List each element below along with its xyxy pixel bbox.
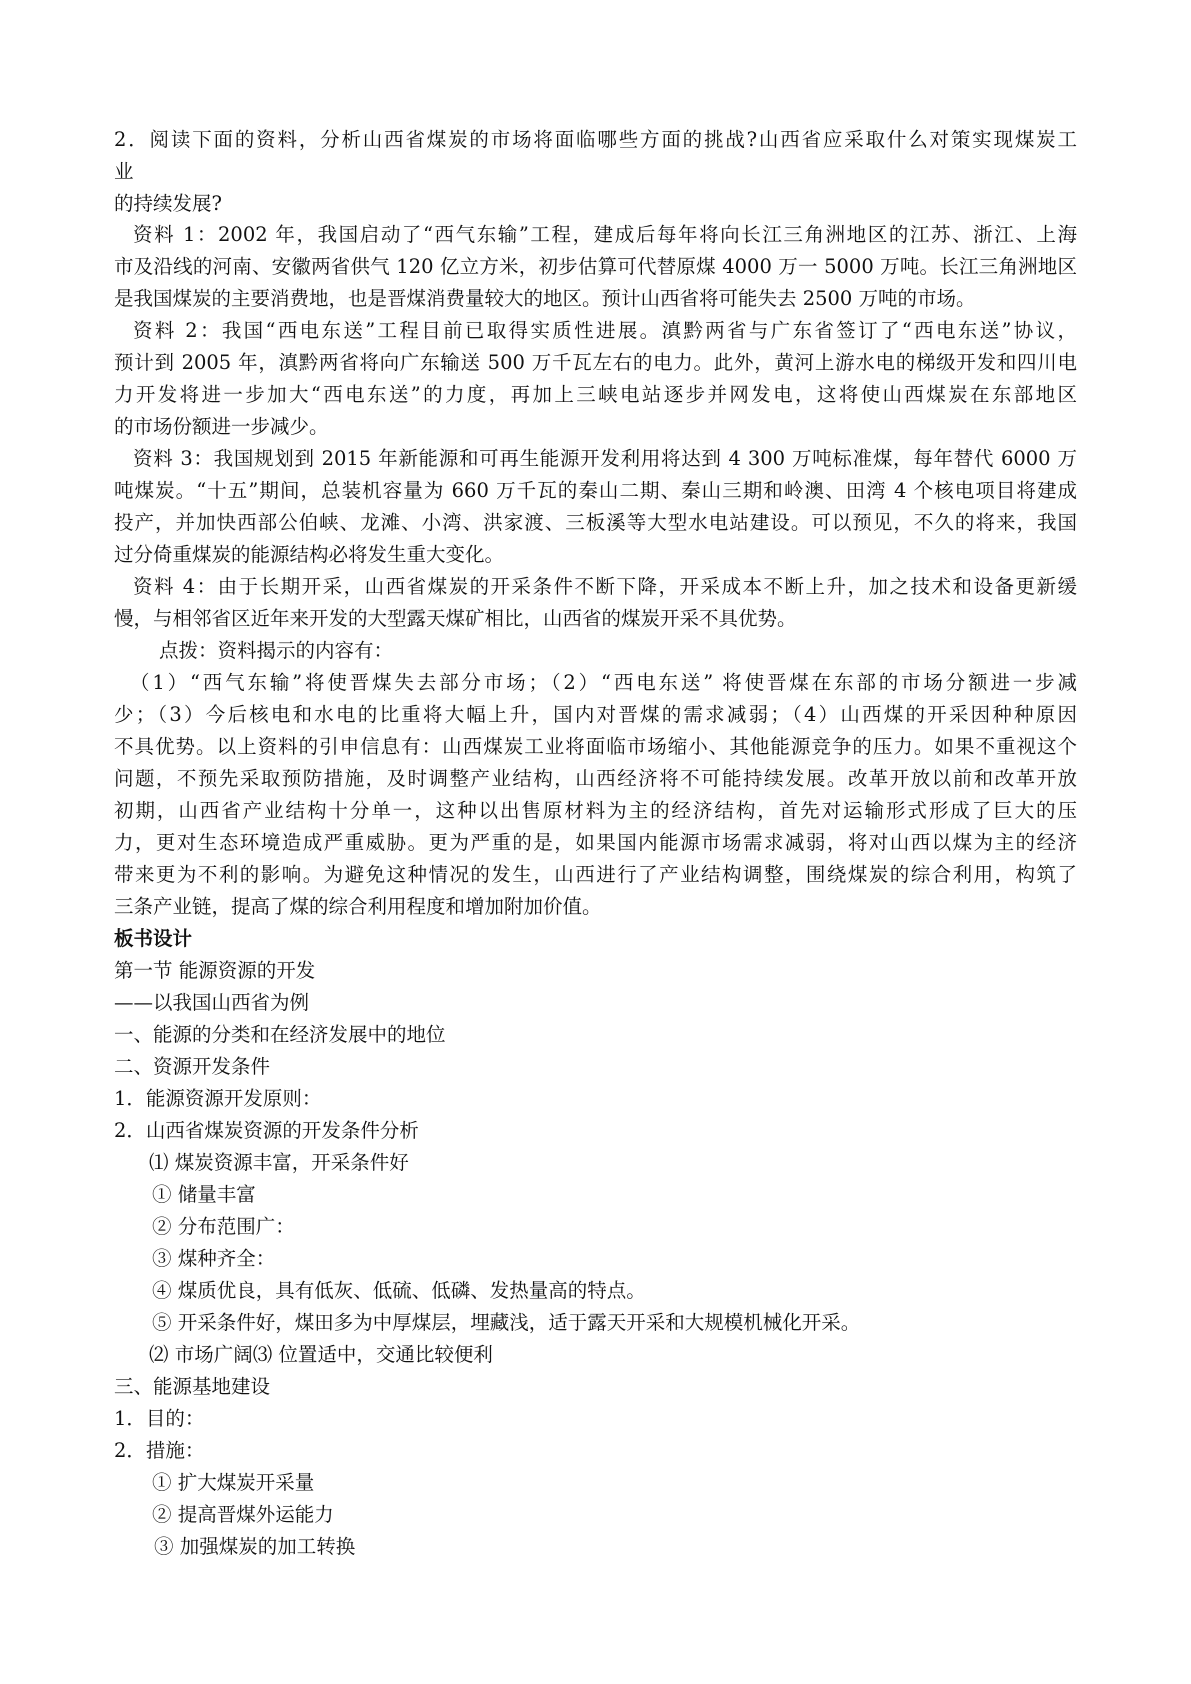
board-line-18: ② 提高晋煤外运能力: [152, 1503, 334, 1526]
board-line-17: ① 扩大煤炭开采量: [152, 1471, 315, 1494]
material-3-line-2: 吨煤炭。“十五”期间，总装机容量为 660 万千瓦的秦山二期、秦山三期和岭澳、田湾 4 个核电项目将建成: [114, 479, 1077, 502]
hint-line-1: （1）“西气东输”将使晋煤失去部分市场；（2）“西电东送” 将使晋煤在东部的市场分额进一步减: [130, 671, 1077, 694]
board-heading: 板书设计: [114, 927, 193, 950]
material-4-line-2: 慢，与相邻省区近年来开发的大型露天煤矿相比，山西省的煤炭开采不具优势。: [114, 607, 797, 630]
board-line-11: ④ 煤质优良，具有低灰、低硫、低磷、发热量高的特点。: [152, 1279, 646, 1302]
board-line-10: ③ 煤种齐全：: [152, 1247, 276, 1270]
material-3-line-3: 投产，并加快西部公伯峡、龙滩、小湾、洪家渡、三板溪等大型水电站建设。可以预见，不久的将来，我国: [114, 511, 1077, 534]
question-line-3: 的持续发展?: [114, 192, 222, 215]
board-line-15: 1．目的：: [114, 1407, 205, 1430]
hint-line-3: 不具优势。以上资料的引申信息有：山西煤炭工业将面临市场缩小、其他能源竞争的压力。如果不重视这个: [114, 735, 1077, 758]
material-3-line-4: 过分倚重煤炭的能源结构必将发生重大变化。: [114, 543, 505, 566]
hint-line-6: 力，更对生态环境造成严重威胁。更为严重的是，如果国内能源市场需求减弱，将对山西以煤为主的经济: [114, 831, 1077, 854]
material-1-line-2: 市及沿线的河南、安徽两省供气 120 亿立方米，初步估算可代替原煤 4000 万一 5000 万吨。长江三角洲地区: [114, 255, 1077, 278]
hint-line-2: 少；（3）今后核电和水电的比重将大幅上升，国内对晋煤的需求减弱；（4）山西煤的开采因种种原因: [114, 703, 1077, 726]
board-line-1: 第一节 能源资源的开发: [114, 959, 316, 982]
material-2-line-4: 的市场份额进一步减少。: [114, 415, 329, 438]
board-line-9: ② 分布范围广：: [152, 1215, 295, 1238]
hint-title: 点拨：资料揭示的内容有：: [159, 639, 394, 662]
material-2-line-1: 资料 2：我国“西电东送”工程目前已取得实质性进展。滇黔两省与广东省签订了“西电东送”协议，: [133, 319, 1077, 342]
question-line-2: 业: [114, 160, 134, 183]
board-line-16: 2．措施：: [114, 1439, 205, 1462]
board-line-8: ① 储量丰富: [152, 1183, 256, 1206]
hint-line-5: 初期，山西省产业结构十分单一，这种以出售原材料为主的经济结构，首先对运输形式形成了巨大的压: [114, 799, 1077, 822]
board-line-12: ⑤ 开采条件好，煤田多为中厚煤层，埋藏浅，适于露天开采和大规模机械化开采。: [152, 1311, 861, 1334]
board-line-14: 三、能源基地建设: [114, 1375, 271, 1398]
material-3-line-1: 资料 3：我国规划到 2015 年新能源和可再生能源开发利用将达到 4 300 万吨标准煤，每年替代 6000 万: [133, 447, 1077, 470]
material-1-line-3: 是我国煤炭的主要消费地，也是晋煤消费量较大的地区。预计山西省将可能失去 2500 万吨的市场。: [114, 287, 976, 310]
board-line-2: ——以我国山西省为例: [114, 991, 310, 1014]
material-2-line-2: 预计到 2005 年，滇黔两省将向广东输送 500 万千瓦左右的电力。此外，黄河上游水电的梯级开发和四川电: [114, 351, 1077, 374]
board-line-19: ③ 加强煤炭的加工转换: [154, 1535, 356, 1558]
material-4-line-1: 资料 4：由于长期开采，山西省煤炭的开采条件不断下降，开采成本不断上升，加之技术和设备更新缓: [133, 575, 1077, 598]
board-line-3: 一、能源的分类和在经济发展中的地位: [114, 1023, 446, 1046]
board-line-5: 1．能源资源开发原则：: [114, 1087, 322, 1110]
hint-line-7: 带来更为不利的影响。为避免这种情况的发生，山西进行了产业结构调整，围绕煤炭的综合利用，构筑了: [114, 863, 1077, 886]
hint-line-8: 三条产业链，提高了煤的综合利用程度和增加附加价值。: [114, 895, 602, 918]
material-2-line-3: 力开发将进一步加大“西电东送”的力度，再加上三峡电站逐步并网发电，这将使山西煤炭在东部地区: [114, 383, 1077, 406]
question-line-1: 2．阅读下面的资料，分析山西省煤炭的市场将面临哪些方面的挑战?山西省应采取什么对策实现煤炭工: [114, 128, 1077, 151]
board-line-4: 二、资源开发条件: [114, 1055, 271, 1078]
hint-line-4: 问题，不预先采取预防措施，及时调整产业结构，山西经济将不可能持续发展。改革开放以前和改革开放: [114, 767, 1077, 790]
board-line-7: ⑴ 煤炭资源丰富，开采条件好: [149, 1151, 409, 1174]
board-line-13: ⑵ 市场广阔⑶ 位置适中，交通比较便利: [149, 1343, 493, 1366]
material-1-line-1: 资料 1：2002 年，我国启动了“西气东输”工程，建成后每年将向长江三角洲地区的江苏、浙江、上海: [133, 223, 1077, 246]
board-line-6: 2．山西省煤炭资源的开发条件分析: [114, 1119, 419, 1142]
